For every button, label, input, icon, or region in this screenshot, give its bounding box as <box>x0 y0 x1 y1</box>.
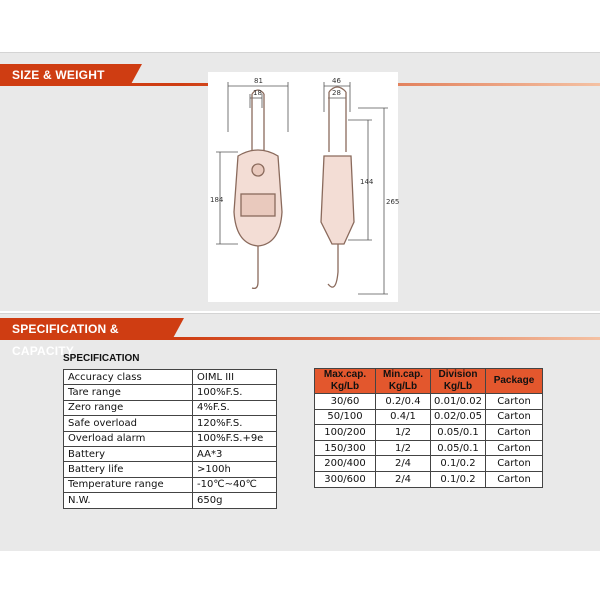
spec-label: Accuracy class <box>64 370 193 385</box>
package-cell: Carton <box>486 409 543 425</box>
max-cap-cell: 30/60 <box>315 394 376 410</box>
spec-label: Battery <box>64 446 193 461</box>
package-cell: Carton <box>486 440 543 456</box>
spec-row <box>64 477 277 492</box>
spec-label: N.W. <box>64 493 193 508</box>
spec-value: 120%F.S. <box>193 416 277 431</box>
spec-capacity-header <box>0 318 600 358</box>
specification-table <box>63 369 277 509</box>
division-cell: 0.05/0.1 <box>431 425 486 441</box>
min-cap-cell: 1/2 <box>376 440 431 456</box>
spec-row <box>64 493 277 508</box>
division-cell: 0.05/0.1 <box>431 440 486 456</box>
max-cap-cell: 300/600 <box>315 471 376 487</box>
spec-value: -10℃~40℃ <box>193 477 277 492</box>
spec-row <box>64 370 277 385</box>
spec-label: Overload alarm <box>64 431 193 446</box>
package-cell: Carton <box>486 394 543 410</box>
dimension-drawing-panel <box>208 72 398 302</box>
dim-body-side-label: 144 <box>360 178 374 186</box>
capacity-table <box>314 368 543 488</box>
capacity-row <box>315 394 543 410</box>
spec-row <box>64 462 277 477</box>
capacity-row <box>315 440 543 456</box>
front-hook <box>252 246 258 288</box>
capacity-header-max: Max.cap. Kg/Lb <box>315 369 376 394</box>
front-display <box>241 194 275 216</box>
spec-value: AA*3 <box>193 446 277 461</box>
max-cap-cell: 200/400 <box>315 456 376 472</box>
dim-width-label: 81 <box>254 77 263 85</box>
dim-height-label: 184 <box>210 196 224 204</box>
min-cap-cell: 0.4/1 <box>376 409 431 425</box>
spec-value: 650g <box>193 493 277 508</box>
spec-value: 100%F.S. <box>193 385 277 400</box>
spec-row <box>64 446 277 461</box>
capacity-row <box>315 425 543 441</box>
capacity-header-package: Package <box>486 369 543 394</box>
spec-value: >100h <box>193 462 277 477</box>
max-cap-cell: 150/300 <box>315 440 376 456</box>
spec-label: Battery life <box>64 462 193 477</box>
max-cap-cell: 100/200 <box>315 425 376 441</box>
capacity-row <box>315 409 543 425</box>
spec-label: Tare range <box>64 385 193 400</box>
min-cap-cell: 2/4 <box>376 456 431 472</box>
capacity-row <box>315 471 543 487</box>
division-cell: 0.02/0.05 <box>431 409 486 425</box>
min-cap-cell: 2/4 <box>376 471 431 487</box>
capacity-header-min: Min.cap. Kg/Lb <box>376 369 431 394</box>
spec-value: OIML III <box>193 370 277 385</box>
package-cell: Carton <box>486 456 543 472</box>
division-cell: 0.1/0.2 <box>431 456 486 472</box>
side-scale-body <box>321 156 354 244</box>
spec-row <box>64 431 277 446</box>
max-cap-cell: 50/100 <box>315 409 376 425</box>
front-logo <box>252 164 264 176</box>
spec-row <box>64 400 277 415</box>
spec-value: 100%F.S.+9e <box>193 431 277 446</box>
package-cell: Carton <box>486 425 543 441</box>
spec-label: Temperature range <box>64 477 193 492</box>
capacity-header-division: Division Kg/Lb <box>431 369 486 394</box>
package-cell: Carton <box>486 471 543 487</box>
spec-capacity-title: SPECIFICATION & CAPACITY <box>0 318 172 340</box>
spec-value: 4%F.S. <box>193 400 277 415</box>
dimension-drawing <box>208 72 398 302</box>
size-weight-title: SIZE & WEIGHT <box>0 64 130 86</box>
dim-depth-label: 46 <box>332 77 341 85</box>
division-cell: 0.1/0.2 <box>431 471 486 487</box>
min-cap-cell: 0.2/0.4 <box>376 394 431 410</box>
spec-row <box>64 416 277 431</box>
min-cap-cell: 1/2 <box>376 425 431 441</box>
side-hook <box>328 244 338 287</box>
dim-hook-label: 18 <box>253 89 262 97</box>
capacity-row <box>315 456 543 472</box>
spec-row <box>64 385 277 400</box>
dim-total-side-label: 265 <box>386 198 400 206</box>
spec-label: Zero range <box>64 400 193 415</box>
division-cell: 0.01/0.02 <box>431 394 486 410</box>
specification-title: SPECIFICATION <box>63 353 140 364</box>
spec-label: Safe overload <box>64 416 193 431</box>
dim-shackle-label: 28 <box>332 89 341 97</box>
